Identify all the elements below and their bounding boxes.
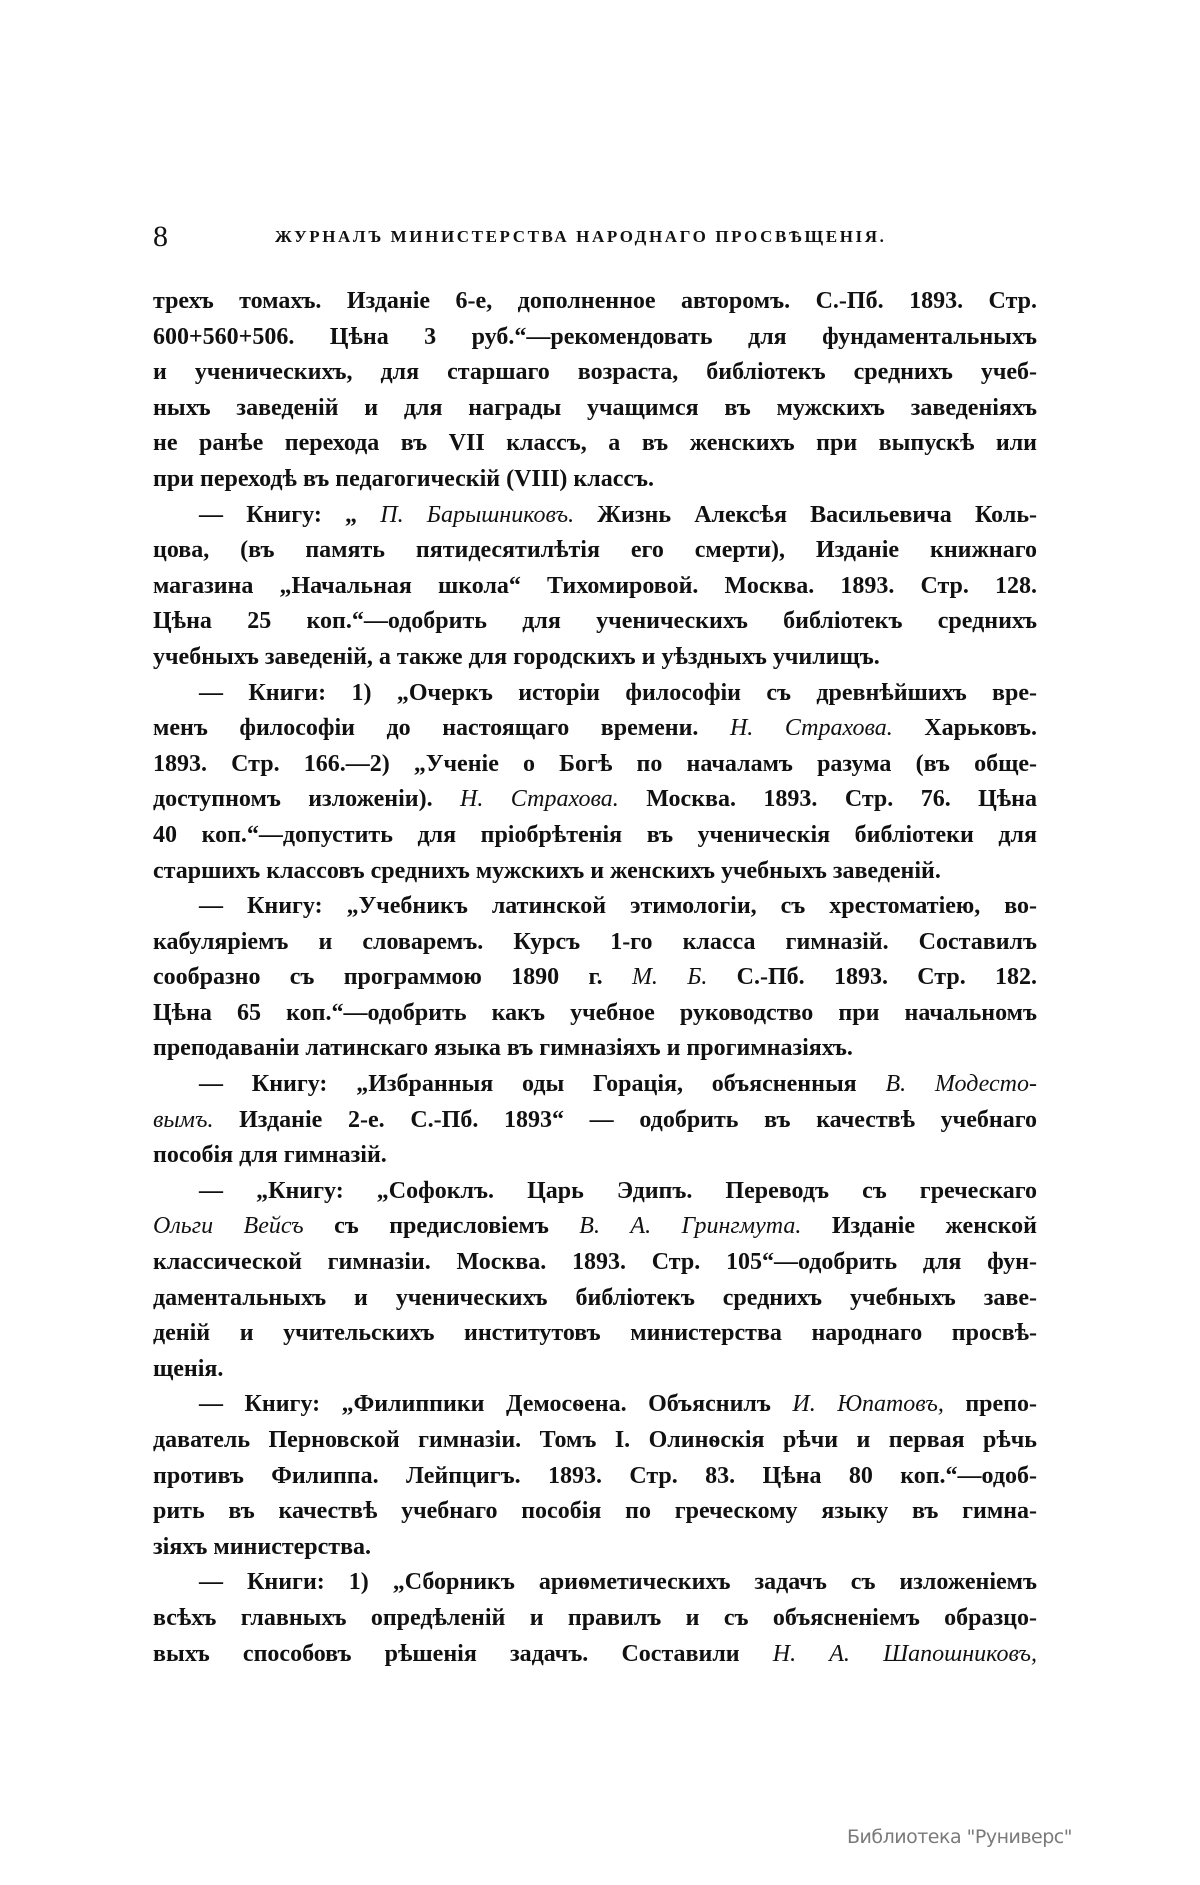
- text-segment: Жизнь Алексѣя Васильевича Коль-: [574, 501, 1037, 528]
- text-line: [153, 711, 1037, 747]
- running-title: ЖУРНАЛЪ МИНИСТЕРСТВА НАРОДНАГО ПРОСВѢЩЕНІЯ.: [275, 227, 887, 246]
- text-line: [153, 1530, 1037, 1566]
- text-segment: преподаваніи латинскаго языка въ гимназіяхъ и прогимназіяхъ.: [153, 1035, 853, 1062]
- italic-name: Н. А. Шапошниковъ,: [772, 1640, 1037, 1667]
- text-segment: старшихъ классовъ среднихъ мужскихъ и женскихъ учебныхъ заведеній.: [153, 857, 941, 884]
- text-line: [153, 391, 1037, 427]
- text-segment: 40 коп.“—допустить для пріобрѣтенія въ ученическія библіотеки для: [153, 821, 1037, 848]
- text-segment: С.-Пб. 1893. Стр. 182.: [707, 964, 1037, 991]
- text-line: [153, 498, 1037, 534]
- text-segment: рить въ качествѣ учебнаго пособія по греческому языку въ гимна-: [153, 1498, 1037, 1525]
- text-segment: классической гимназіи. Москва. 1893. Стр. 105“—одобрить для фун-: [153, 1249, 1037, 1276]
- text-line: [153, 355, 1037, 391]
- italic-name: П. Барышниковъ.: [380, 501, 575, 528]
- text-line: [153, 426, 1037, 462]
- text-line: [153, 1565, 1037, 1601]
- italic-name: Н. Страхова.: [460, 786, 619, 813]
- text-segment: всѣхъ главныхъ опредѣленій и правилъ и съ объясненіемъ образцо-: [153, 1604, 1037, 1631]
- text-segment: пособія для гимназій.: [153, 1142, 387, 1169]
- text-line: [153, 1067, 1037, 1103]
- text-segment: Цѣна 25 коп.“—одобрить для ученическихъ библіотекъ среднихъ: [153, 608, 1037, 635]
- text-segment: при переходѣ въ педагогическій (VIII) классъ.: [153, 465, 655, 492]
- text-segment: даватель Перновской гимназіи. Томъ I. Олинѳскія рѣчи и первая рѣчь: [153, 1427, 1037, 1453]
- text-segment: Цѣна 65 коп.“—одобрить какъ учебное руководство при начальномъ: [153, 999, 1037, 1026]
- text-segment: — Книгу: „Филиппики Демосѳена. Объяснилъ: [199, 1391, 793, 1418]
- italic-name: Ольги Вейсъ: [153, 1213, 304, 1240]
- italic-name: М. Б.: [631, 964, 708, 991]
- text-line: [153, 996, 1037, 1032]
- text-line: [153, 604, 1037, 640]
- text-segment: Харьковъ.: [892, 715, 1037, 742]
- text-segment: съ предисловіемъ: [303, 1213, 580, 1240]
- text-line: [153, 1601, 1037, 1637]
- text-segment: ныхъ заведеній и для награды учащимся въ мужскихъ заведеніяхъ: [153, 394, 1037, 421]
- text-segment: даментальныхъ и ученическихъ библіотекъ среднихъ учебныхъ заве-: [153, 1284, 1037, 1311]
- text-line: [153, 1316, 1037, 1352]
- text-line: [153, 569, 1037, 605]
- text-segment: трехъ томахъ. Изданіе 6-е, дополненное авторомъ. С.-Пб. 1893. Стр.: [153, 288, 1037, 314]
- text-line: [153, 1387, 1037, 1423]
- text-segment: менъ философіи до настоящаго времени.: [153, 715, 730, 742]
- text-segment: противъ Филиппа. Лейпцигъ. 1893. Стр. 83. Цѣна 80 коп.“—одоб-: [153, 1462, 1037, 1489]
- text-segment: магазина „Начальная школа“ Тихомировой. Москва. 1893. Стр. 128.: [153, 572, 1037, 599]
- text-segment: доступномъ изложеніи).: [153, 786, 461, 813]
- text-segment: — Книгу: „: [199, 501, 381, 528]
- italic-name: В. Модесто-: [885, 1071, 1037, 1098]
- text-line: [153, 889, 1037, 925]
- text-segment: — „Книгу: „Софоклъ. Царь Эдипъ. Переводъ съ греческаго: [199, 1177, 1037, 1204]
- text-line: [153, 1459, 1037, 1495]
- text-segment: учебныхъ заведеній, а также для городскихъ и уѣздныхъ училищъ.: [153, 643, 880, 670]
- text-segment: — Книгу: „Учебникъ латинской этимологіи, съ хрестоматіею, во-: [199, 893, 1037, 920]
- text-segment: и ученическихъ, для старшаго возраста, библіотекъ среднихъ учеб-: [153, 359, 1037, 386]
- page-number: 8: [153, 220, 168, 253]
- text-line: [153, 533, 1037, 569]
- text-line: [153, 1174, 1037, 1210]
- text-segment: Изданіе 2-е. С.-Пб. 1893“ — одобрить въ качествѣ учебнаго: [213, 1106, 1037, 1133]
- text-line: [153, 1423, 1037, 1459]
- italic-name: Н. Страхова.: [729, 715, 893, 742]
- text-segment: щенія.: [153, 1355, 224, 1382]
- italic-name: И. Юпатовъ,: [792, 1391, 944, 1418]
- text-segment: 600+560+506. Цѣна 3 руб.“—рекомендовать для фундаментальныхъ: [153, 323, 1037, 350]
- text-line: [153, 1103, 1037, 1139]
- text-line: [153, 462, 1037, 498]
- text-line: [153, 640, 1037, 676]
- text-segment: сообразно съ программою 1890 г.: [153, 964, 632, 991]
- text-line: [153, 1138, 1037, 1174]
- text-line: [153, 1352, 1037, 1388]
- text-segment: выхъ способовъ рѣшенія задачъ. Составили: [153, 1640, 773, 1667]
- text-line: [153, 747, 1037, 783]
- text-line: [153, 1494, 1037, 1530]
- text-segment: зіяхъ министерства.: [153, 1533, 372, 1560]
- text-line: [153, 960, 1037, 996]
- text-segment: не ранѣе перехода въ VII классъ, а въ женскихъ при выпускѣ или: [153, 430, 1037, 457]
- text-line: [153, 1209, 1037, 1245]
- text-segment: — Книги: 1) „Очеркъ исторіи философіи съ древнѣйшихъ вре-: [199, 679, 1037, 706]
- text-line: [153, 854, 1037, 890]
- text-line: [153, 676, 1037, 712]
- text-segment: деній и учительскихъ институтовъ министерства народнаго просвѣ-: [153, 1320, 1037, 1347]
- text-line: [153, 1245, 1037, 1281]
- text-segment: 1893. Стр. 166.—2) „Ученіе о Богѣ по началамъ разума (въ обще-: [153, 750, 1037, 777]
- text-segment: цова, (въ память пятидесятилѣтія его смерти), Изданіе книжнаго: [153, 537, 1037, 564]
- text-line: [153, 1281, 1037, 1317]
- italic-name: вымъ.: [153, 1106, 214, 1133]
- text-line: [153, 1637, 1037, 1673]
- text-segment: препо-: [943, 1391, 1037, 1418]
- text-segment: Изданіе женской: [801, 1213, 1037, 1240]
- text-line: [153, 818, 1037, 854]
- italic-name: В. А. Грингмута.: [579, 1213, 802, 1240]
- text-line: [153, 782, 1037, 818]
- library-watermark: Библиотека "Руниверс": [847, 1826, 1072, 1848]
- text-segment: — Книгу: „Избранныя оды Горація, объясненныя: [199, 1071, 886, 1098]
- text-line: [153, 320, 1037, 356]
- text-segment: кабуляріемъ и словаремъ. Курсъ 1-го класса гимназій. Составилъ: [153, 928, 1037, 955]
- text-line: [153, 1031, 1037, 1067]
- text-line: [153, 284, 1037, 320]
- text-segment: Москва. 1893. Стр. 76. Цѣна: [618, 786, 1037, 813]
- text-segment: — Книги: 1) „Сборникъ ариѳметическихъ задачъ съ изложеніемъ: [199, 1569, 1037, 1596]
- body-text: [153, 284, 1037, 1672]
- text-line: [153, 925, 1037, 961]
